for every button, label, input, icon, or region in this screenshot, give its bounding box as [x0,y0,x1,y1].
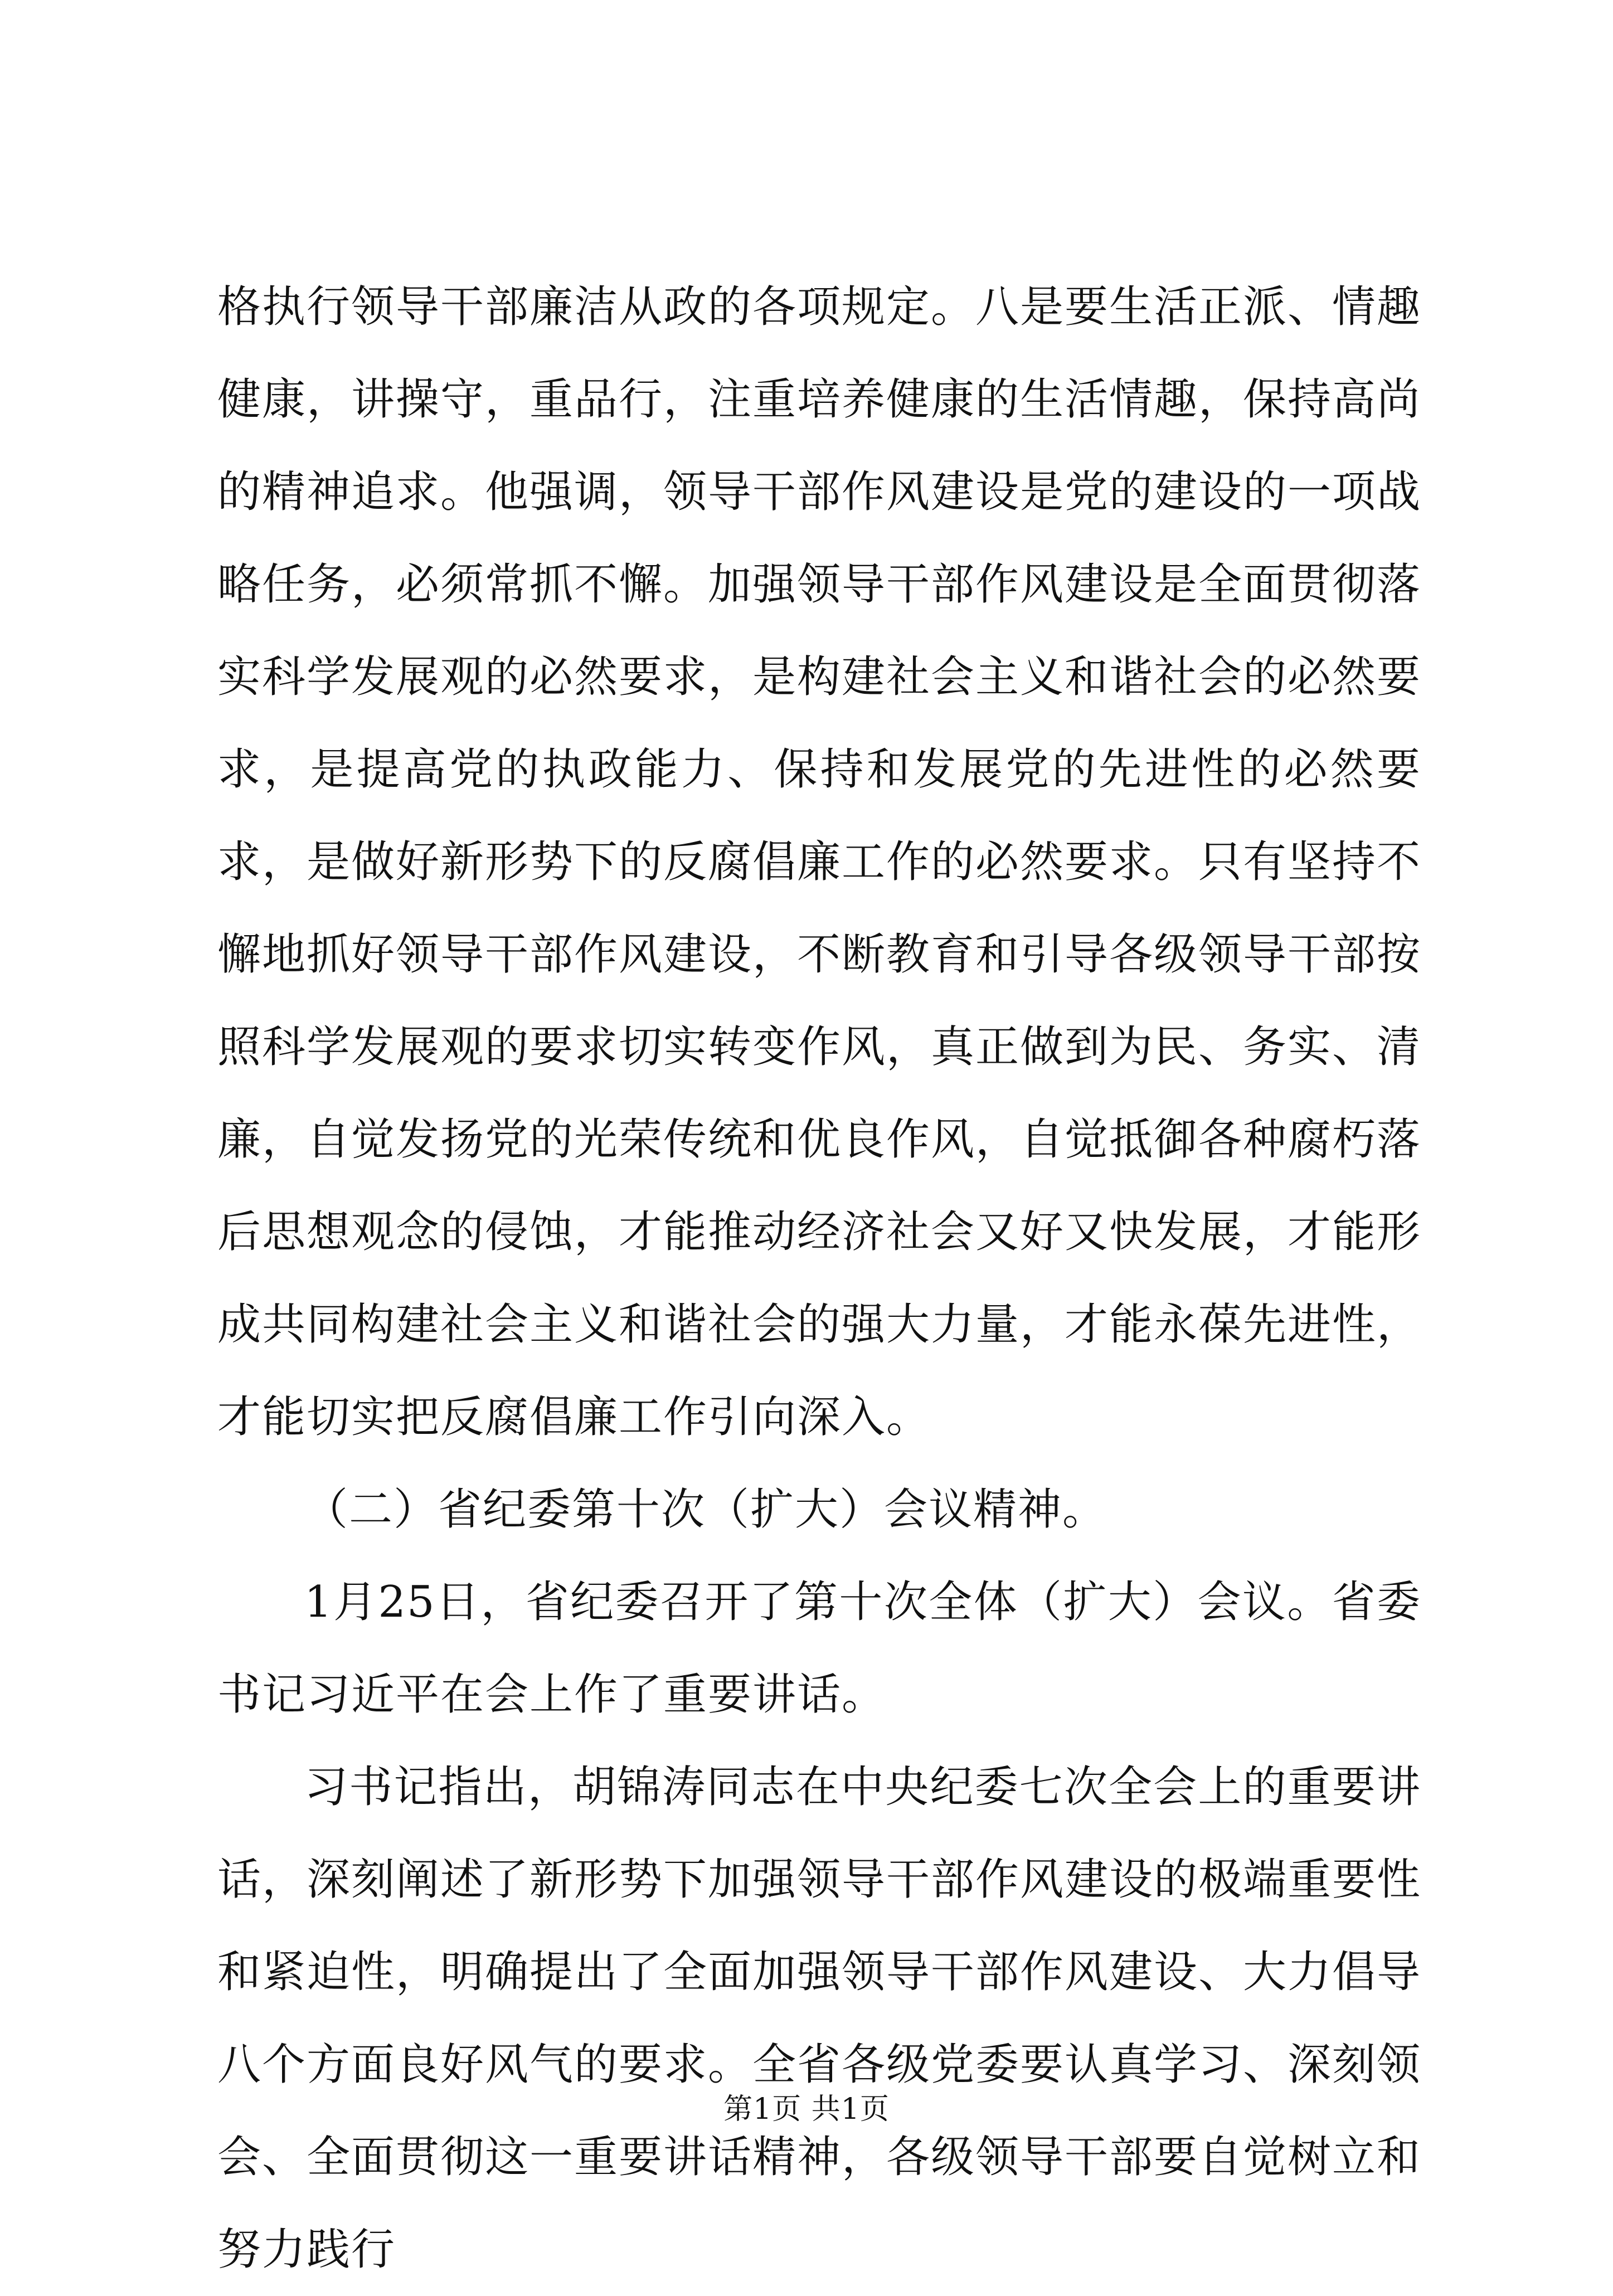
document-body [217,261,1421,2296]
page-footer: 第1页 共1页 [723,2093,890,2126]
paragraph-meeting: 1月25日，省纪委召开了第十次全体（扩大）会议。省委书记习近平在会上作了重要讲话。 [217,1577,1421,1720]
section-heading: （二）省纪委第十次（扩大）会议精神。 [304,1485,1107,1535]
paragraph-speech: 习书记指出，胡锦涛同志在中央纪委七次全会上的重要讲话，深刻阐述了新形势下加强领导干部作风建设的极端重要性和紧迫性，明确提出了全面加强领导干部作风建设、大力倡导八个方面良好风气的要求。全省各级党委要认真学习、深刻领会、全面贯彻这一重要讲话精神，各级领导干部要自觉树立和努力践行 [217,1762,1422,2275]
paragraph-continuation: 格执行领导干部廉洁从政的各项规定。八是要生活正派、情趣健康，讲操守，重品行，注重培养健康的生活情趣，保持高尚的精神追求。他强调，领导干部作风建设是党的建设的一项战略任务，必须常抓不懈。加强领导干部作风建设是全面贯彻落实科学发展观的必然要求，是构建社会主义和谐社会的必然要求，是提高党的执政能力、保持和发展党的先进性的必然要求，是做好新形势下的反腐倡廉工作的必然要求。只有坚持不懈地抓好领导干部作风建设，不断教育和引导各级领导干部按照科学发展观的要求切实转变作风，真正做到为民、务实、清廉，自觉发扬党的光荣传统和优良作风，自觉抵御各种腐朽落后思想观念的侵蚀，才能推动经济社会又好又快发展，才能形成共同构建社会主义和谐社会的强大力量，才能永葆先进性，才能切实把反腐倡廉工作引向深入。 [217,282,1422,1442]
